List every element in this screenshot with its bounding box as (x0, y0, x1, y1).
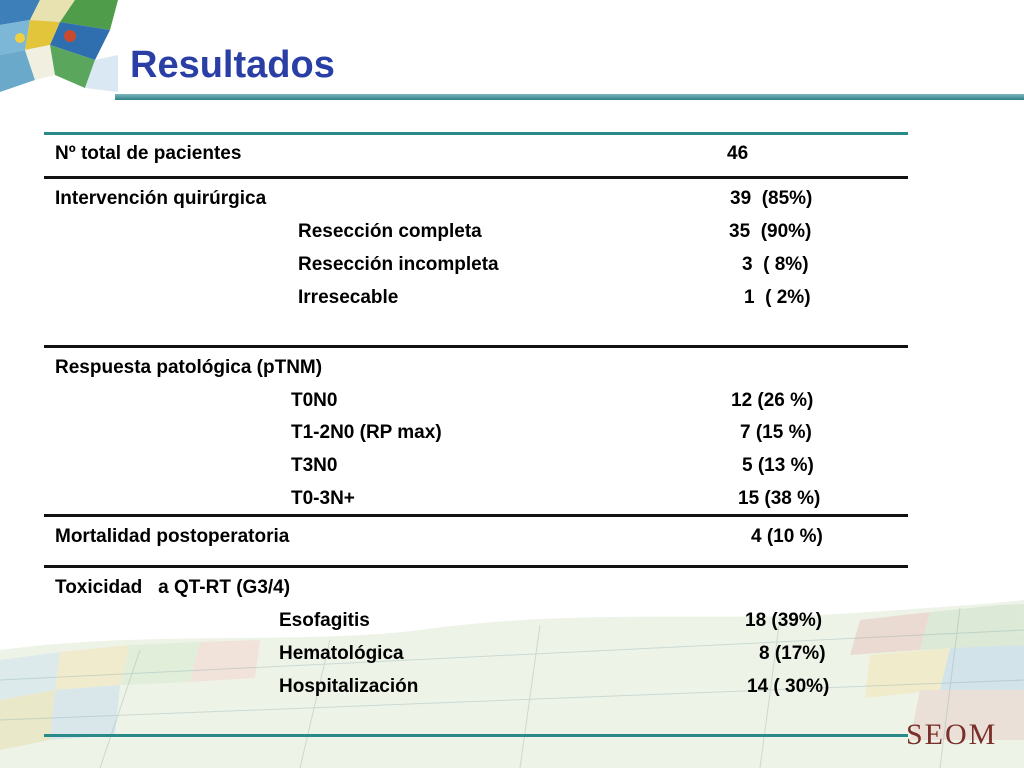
t3n0-value: 5 (13 %) (742, 455, 814, 476)
mortalidad-value: 4 (10 %) (751, 526, 823, 547)
rule-after-mortalidad (44, 565, 908, 568)
seom-logo-text: SEOM (906, 718, 998, 751)
reseccion-completa-label: Resección completa (298, 221, 482, 242)
footer-rule (44, 734, 908, 737)
t3n0-label: T3N0 (291, 455, 338, 476)
reseccion-completa-value: 35 (90%) (729, 221, 812, 242)
esofagitis-label: Esofagitis (279, 610, 370, 631)
hospitalizacion-value: 14 ( 30%) (747, 676, 830, 697)
reseccion-incompleta-value: 3 ( 8%) (742, 254, 809, 275)
mosaic-background-icon (0, 590, 1024, 768)
table-top-rule (44, 132, 908, 135)
hematologica-value: 8 (17%) (759, 643, 826, 664)
rule-after-intervencion (44, 345, 908, 348)
rule-after-total (44, 176, 908, 179)
intervencion-value: 39 (85%) (730, 188, 813, 209)
total-value: 46 (727, 143, 749, 164)
intervencion-label: Intervención quirúrgica (55, 188, 267, 209)
total-label: Nº total de pacientes (55, 143, 242, 164)
page-title: Resultados (130, 44, 335, 86)
t0n0-label: T0N0 (291, 390, 338, 411)
irresecable-value: 1 ( 2%) (744, 287, 811, 308)
t0n0-value: 12 (26 %) (731, 390, 814, 411)
rule-after-respuesta (44, 514, 908, 517)
respuesta-label: Respuesta patológica (pTNM) (55, 357, 323, 378)
t03n-label: T0-3N+ (291, 488, 355, 509)
mortalidad-label: Mortalidad postoperatoria (55, 526, 290, 547)
title-underline (115, 94, 1024, 100)
toxicidad-label: Toxicidad a QT-RT (G3/4) (55, 577, 291, 598)
hospitalizacion-label: Hospitalización (279, 676, 419, 697)
hematologica-label: Hematológica (279, 643, 404, 664)
t03n-value: 15 (38 %) (738, 488, 821, 509)
t12n0-value: 7 (15 %) (740, 422, 812, 443)
reseccion-incompleta-label: Resección incompleta (298, 254, 499, 275)
t12n0-label: T1-2N0 (RP max) (291, 422, 442, 443)
irresecable-label: Irresecable (298, 287, 399, 308)
esofagitis-value: 18 (39%) (745, 610, 823, 631)
mosaic-logo-icon (0, 0, 118, 92)
